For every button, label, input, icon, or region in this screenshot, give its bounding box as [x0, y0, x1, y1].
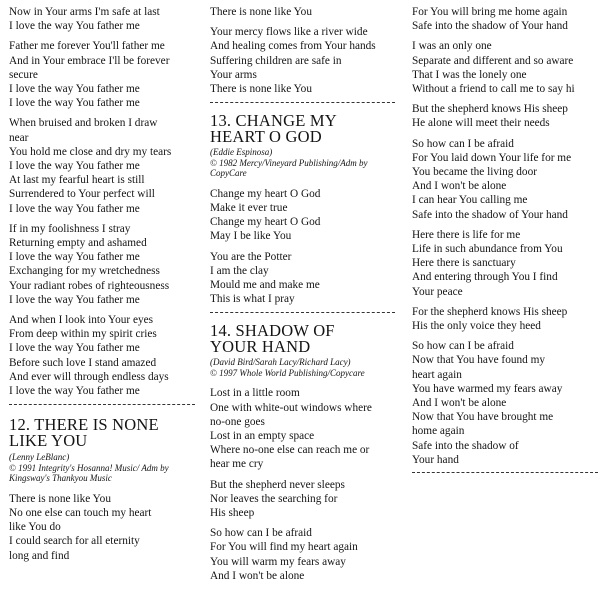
lyric-line: And when I look into Your eyes — [9, 314, 154, 327]
lyric-line: His sheep — [210, 506, 255, 519]
lyric-line: And I won't be alone — [210, 569, 305, 582]
stanza — [9, 492, 195, 563]
lyric-line: There is none like You — [210, 83, 312, 96]
lyric-line: Safe into the shadow of Your hand — [412, 208, 568, 221]
lyric-line: And ever will through endless days — [9, 370, 169, 383]
lyric-line: May I be like You — [210, 230, 292, 243]
song-13-title-line2: HEART O GOD — [210, 127, 322, 147]
lyric-line: Safe into the shadow of — [412, 439, 519, 452]
lyric-line: But the shepherd knows His sheep — [412, 103, 568, 116]
lyric-line: From deep within my spirit cries — [9, 328, 157, 341]
lyric-line: There is none like You — [9, 492, 111, 505]
song-12-header — [9, 417, 195, 484]
song-13-lyrics — [210, 187, 395, 307]
lyric-line: Now that You have found my — [412, 354, 546, 367]
song-14-author: (David Bird/Sarah Lacy/Richard Lacy) — [210, 357, 351, 368]
song-14-lyrics-continued — [412, 5, 598, 467]
lyric-line: Where no-one else can reach me or — [210, 444, 370, 457]
song-12-title-line1: 12. THERE IS NONE — [9, 415, 159, 435]
lyric-line: You have warmed my fears away — [412, 382, 563, 395]
lyric-line: Safe into the shadow of Your hand — [412, 20, 568, 33]
song-13-header — [210, 113, 395, 179]
lyric-line: I could search for all eternity — [9, 535, 140, 548]
lyric-line: Your peace — [412, 285, 463, 298]
lyric-line: So how can I be afraid — [412, 137, 514, 150]
stanza — [412, 339, 598, 467]
lyric-line: Your arms — [210, 68, 257, 81]
lyric-line: I love the way You father me — [9, 342, 140, 355]
stanza — [9, 116, 195, 215]
song-11-lyrics — [9, 5, 195, 398]
lyric-line: Returning empty and ashamed — [9, 237, 147, 250]
lyric-line: For You will find my heart again — [210, 541, 358, 554]
lyric-line: Exchanging for my wretchedness — [9, 265, 160, 278]
lyric-line: He alone will meet their needs — [412, 117, 550, 130]
stanza — [412, 137, 598, 222]
lyric-line: That I was the lonely one — [412, 68, 527, 81]
lyric-line: You will warm my fears away — [210, 555, 346, 568]
lyric-line: Here there is life for me — [412, 228, 521, 241]
stanza — [210, 5, 395, 19]
lyric-line: And entering through You I find — [412, 271, 558, 284]
stanza — [210, 478, 395, 521]
lyric-line: Separate and different and so aware — [412, 54, 574, 67]
lyric-line: Father me forever You'll father me — [9, 40, 165, 53]
song-13-title-line1: 13. CHANGE MY — [210, 111, 337, 131]
lyric-line: Nor leaves the searching for — [210, 492, 338, 505]
lyric-line: Your hand — [412, 453, 459, 466]
stanza — [210, 526, 395, 583]
song-14-title-line1: 14. SHADOW OF — [210, 321, 335, 341]
lyric-line: If in my foolishness I stray — [9, 222, 131, 235]
song-12-copyright-line1: © 1991 Integrity's Hosanna! Music/ Adm by — [9, 462, 169, 473]
lyric-line: Without a friend to call me to say hi — [412, 83, 575, 96]
song-14-copyright: © 1997 Whole World Publishing/Copycare — [210, 367, 365, 378]
lyric-line: I love the way You father me — [9, 20, 140, 33]
lyrics-column-1 — [9, 0, 195, 563]
stanza — [9, 5, 195, 33]
section-divider — [210, 312, 395, 313]
lyric-line: Change my heart O God — [210, 187, 321, 200]
lyric-line: I love the way You father me — [9, 385, 140, 398]
song-13-author: (Eddie Espinosa) — [210, 147, 273, 158]
stanza — [210, 386, 395, 471]
lyric-line: There is none like You — [210, 6, 312, 18]
lyric-line: I can hear You calling me — [412, 194, 528, 207]
lyric-line: And healing comes from Your hands — [210, 40, 376, 53]
lyric-line: Mould me and make me — [210, 278, 320, 291]
lyric-line: So how can I be afraid — [412, 340, 514, 353]
lyric-line: I love the way You father me — [9, 160, 140, 173]
stanza — [412, 5, 598, 33]
lyric-line: Life in such abundance from You — [412, 243, 563, 256]
lyric-line: So how can I be afraid — [210, 527, 312, 540]
lyric-line: like You do — [9, 521, 61, 534]
stanza — [412, 305, 598, 333]
lyric-line: No one else can touch my heart — [9, 506, 152, 519]
stanza — [412, 228, 598, 299]
lyrics-column-3 — [412, 0, 598, 473]
song-12-copyright-line2: Kingsway's Thankyou Music — [9, 473, 112, 484]
stanza — [9, 313, 195, 398]
lyric-line: At last my fearful heart is still — [9, 174, 145, 187]
stanza — [210, 250, 395, 307]
section-divider — [210, 102, 395, 103]
stanza — [412, 39, 598, 96]
lyric-line: Lost in a little room — [210, 387, 300, 400]
lyric-line: I love the way You father me — [9, 293, 140, 306]
section-divider — [412, 472, 598, 473]
lyric-line: heart again — [412, 368, 462, 381]
lyrics-column-2 — [210, 0, 395, 583]
stanza — [9, 39, 195, 110]
lyric-line: hear me cry — [210, 458, 264, 471]
song-12-lyrics — [9, 492, 195, 563]
song-14-lyrics — [210, 386, 395, 583]
lyric-line: Your radiant robes of righteousness — [9, 279, 170, 292]
lyric-line: Make it ever true — [210, 201, 288, 214]
lyric-line: You are the Potter — [210, 250, 292, 263]
lyric-line: Lost in an empty space — [210, 429, 315, 442]
song-12-lyrics-continued — [210, 5, 395, 96]
lyric-line: This is what I pray — [210, 293, 295, 306]
section-divider — [9, 404, 195, 405]
lyric-line: His the only voice they heed — [412, 320, 541, 333]
lyric-line: I am the clay — [210, 264, 269, 277]
lyric-line: Suffering children are safe in — [210, 54, 342, 67]
lyric-line: For You laid down Your life for me — [412, 151, 572, 164]
lyric-line: no-one goes — [210, 415, 265, 428]
lyric-line: near — [9, 131, 29, 144]
stanza — [210, 25, 395, 96]
lyric-line: Before such love I stand amazed — [9, 356, 157, 369]
lyric-line: Surrendered to Your perfect will — [9, 188, 155, 201]
lyric-line: And in Your embrace I'll be forever — [9, 54, 170, 67]
lyric-line: And I won't be alone — [412, 397, 507, 410]
lyric-line: When bruised and broken I draw — [9, 117, 158, 130]
lyric-line: Change my heart O God — [210, 216, 321, 229]
stanza — [412, 102, 598, 130]
lyric-line: And I won't be alone — [412, 180, 507, 193]
song-12-author: (Lenny LeBlanc) — [9, 452, 70, 463]
song-14-title-line2: YOUR HAND — [210, 337, 311, 357]
lyric-line: One with white-out windows where — [210, 401, 372, 414]
lyric-line: I love the way You father me — [9, 202, 140, 215]
lyric-line: For You will bring me home again — [412, 6, 568, 18]
song-13-copyright: © 1982 Mercy/Vineyard Publishing/Adm by CopyCare — [210, 157, 368, 179]
lyric-line: Here there is sanctuary — [412, 257, 516, 270]
lyric-line: I was an only one — [412, 40, 492, 53]
stanza — [210, 187, 395, 244]
lyric-line: home again — [412, 425, 465, 438]
lyric-line: I love the way You father me — [9, 251, 140, 264]
lyric-line: Now in Your arms I'm safe at last — [9, 6, 160, 18]
lyric-line: But the shepherd never sleeps — [210, 478, 345, 491]
lyric-line: You hold me close and dry my tears — [9, 145, 172, 158]
song-14-header — [210, 323, 395, 378]
lyric-line: secure — [9, 68, 38, 81]
song-12-title-line2: LIKE YOU — [9, 431, 88, 451]
lyric-line: long and find — [9, 549, 70, 562]
lyric-line: I love the way You father me — [9, 97, 140, 110]
lyric-line: Your mercy flows like a river wide — [210, 26, 368, 39]
lyric-line: Now that You have brought me — [412, 411, 554, 424]
lyric-line: For the shepherd knows His sheep — [412, 305, 568, 318]
lyric-line: You became the living door — [412, 166, 537, 179]
stanza — [9, 222, 195, 307]
lyric-line: I love the way You father me — [9, 83, 140, 96]
